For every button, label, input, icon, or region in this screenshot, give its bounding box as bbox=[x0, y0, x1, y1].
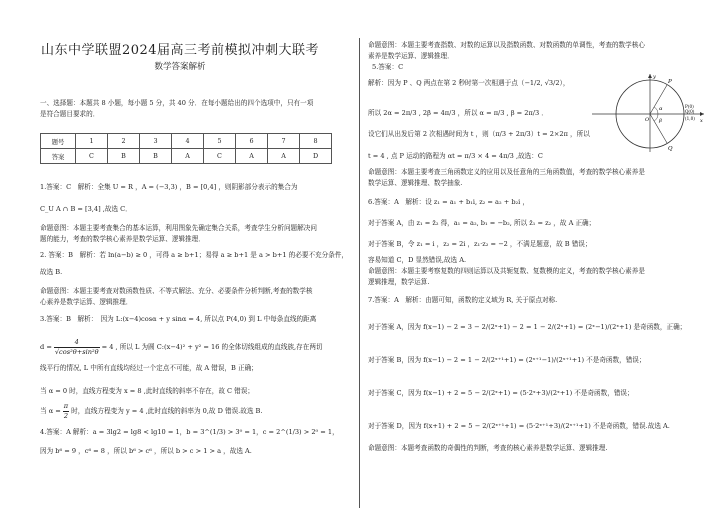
q5-intent2: 数学运算、逻辑推理、数学抽象. bbox=[368, 179, 463, 187]
table-cell: 4 bbox=[172, 134, 204, 149]
y-axis-arrow bbox=[648, 74, 652, 78]
alpha-label: α bbox=[659, 106, 663, 112]
y-label: y bbox=[653, 74, 656, 80]
q0-label: Q(0) bbox=[685, 109, 695, 114]
table-row bbox=[41, 149, 332, 164]
q7-line1: 7.答案：A 解析：由题可知，函数的定义域为 R, 关于原点对称. bbox=[368, 296, 558, 304]
q3-line3: 线平行的情况, L 中所有直线均经过一个定点不可能，故 A 错误，B 正确； bbox=[40, 364, 258, 372]
q3-line1: 3.答案：B 解析： 因为 L:(x−4)cosα + y sinα = 4, 所以点 P(4,0) 到 L 中每条直线的距离 bbox=[40, 315, 317, 323]
o-label: O bbox=[645, 117, 650, 123]
q3-line5-suffix: 时，直线方程变为 y = 4 ,此时直线的斜率为 0,故 D 错误.故选 B. bbox=[71, 407, 263, 415]
x-label: x bbox=[700, 118, 703, 124]
q6-intent1: 命题意图：本题主要考察复数的四则运算以及共轭复数、复数模的定义，考查的数学核心素养是 bbox=[368, 267, 645, 275]
q7-option-a: 对于答案 A，因为 f(x−1) − 2 = 3 − 2/(2ˣ+1) − 2 = 1 − 2/(2ˣ+1) = (2ˣ−1)/(2ˣ+1) 是奇函数，正确； bbox=[368, 323, 687, 331]
q6-line4: 容易知道 C，D 显然错误,故选 A. bbox=[368, 256, 467, 264]
q3-line5 bbox=[40, 402, 263, 421]
x-axis-arrow bbox=[700, 112, 704, 116]
q7-option-b: 对于答案 B，因为 f(x−1) − 2 = 1 − 2/(2ˣ⁺¹+1) = (2ˣ⁺¹−1)/(2ˣ⁺¹+1) 不是奇函数，错误； bbox=[368, 356, 646, 364]
q5-line1: 解析：因为 P 、Q 两点在第 2 秒时第一次相遇于点（−1/2, √3/2）， bbox=[368, 79, 570, 87]
page-title: 山东中学联盟2024届高三考前模拟冲刺大联考 bbox=[40, 43, 320, 58]
q-label: Q bbox=[668, 146, 673, 152]
q3-line2 bbox=[40, 338, 323, 357]
q5-intent1: 命题意图：本题主要考查三角函数定义的应用以及任意角的三角函数值，考查的数学核心素养是 bbox=[368, 168, 645, 176]
section-intro-line1: 一、选择题：本题共 8 小题，每小题 5 分，共 40 分．在每小题给出的四个选项中，只有一项 bbox=[40, 99, 314, 107]
q3-line4: 当 α = 0 时，直线方程变为 x = 8 ,此时直线的斜率不存在，故 C 错误； bbox=[40, 387, 254, 395]
table-header-cell: 题号 bbox=[41, 134, 76, 149]
q7-option-d: 对于答案 D，因为 f(x+1) + 2 = 5 − 2/(2ˣ⁺¹+1) = (5·2ˣ⁺¹+3)/(2ˣ⁺¹+1) 不是奇函数，错误.故选 A. bbox=[368, 422, 670, 430]
q7-option-c: 对于答案 C，因为 f(x−1) + 2 = 5 − 2/(2ˣ+1) = (5·2ˣ+3)/(2ˣ+1) 不是奇函数，错误； bbox=[368, 389, 634, 397]
fraction-numerator: 4 bbox=[54, 338, 100, 348]
section-intro-line2: 是符合题目要求的． bbox=[40, 110, 100, 118]
r-intent2: 素养是数学运算、逻辑推理． bbox=[368, 52, 454, 60]
table-header-cell: 答案 bbox=[41, 149, 76, 164]
table-cell: 7 bbox=[268, 134, 300, 149]
q6-line1: 6.答案：A 解析：设 z₁ = a₁ + b₁i, z₂ = a₂ + b₂i ， bbox=[368, 198, 529, 206]
table-row bbox=[41, 134, 332, 149]
q1-line1: 1.答案：C 解析：全集 U = R ，A = (−3,3) ，B = [0,4] ，则阴影部分表示的集合为 bbox=[40, 183, 298, 191]
q4-line1: 4.答案：A 解析：a = 3lg2 = lg8 < lg10 = 1，b = 3^(1/3) > 3⁰ = 1，c = 2^(1/3) > 2⁰ = 1， bbox=[40, 428, 339, 436]
p-label: P bbox=[668, 79, 672, 85]
table-cell: A bbox=[172, 149, 204, 164]
q1-intent2: 题的能力，考查的数学核心素养是数学运算、逻辑推理． bbox=[40, 235, 205, 243]
q3-distance-fraction bbox=[54, 338, 100, 357]
answer-table bbox=[40, 133, 332, 164]
q3-angle-fraction bbox=[63, 402, 69, 421]
p0-label: P(0) bbox=[685, 104, 694, 109]
fraction-denominator: 2 bbox=[63, 412, 69, 420]
q5-answer: 5.答案：C bbox=[372, 63, 404, 71]
q5-line2: 所以 2α = 2π/3 , 2β = 4π/3 ，所以 α = π/3 , β = 2π/3 ． bbox=[368, 109, 548, 117]
q6-intent2: 逻辑推理，数学运算. bbox=[368, 278, 430, 286]
table-cell: B bbox=[108, 149, 140, 164]
page-subtitle: 数学答案解析 bbox=[154, 62, 206, 72]
q6-line3: 对于答案 B，令 z₁ = i ，z₂ = 2i ，z₁·z₂ = −2 ，不满足题意，故 B 错误； bbox=[368, 240, 592, 248]
q3-line5-prefix: 当 α = bbox=[40, 407, 61, 415]
q2-line2: 故选 B. bbox=[40, 268, 63, 276]
q7-intent1: 命题意图：本题考查函数的奇偶性的判断，考查的核心素养是数学运算、逻辑推理. bbox=[368, 444, 608, 452]
table-cell: A bbox=[268, 149, 300, 164]
beta-label: β bbox=[659, 118, 662, 124]
fraction-numerator: π bbox=[63, 402, 69, 410]
one-zero-label: (1,0) bbox=[685, 116, 695, 121]
table-cell: D bbox=[300, 149, 332, 164]
alpha-arc bbox=[654, 107, 658, 114]
q4-line2: 因为 b⁶ = 9 ，c⁶ = 8 ，所以 b⁶ > c⁶ ，所以 b > c > 1 > a ，故选 A. bbox=[40, 447, 252, 455]
q2-line1: 2. 答案：B 解析：若 ln(a−b) ≥ 0 ，可得 a ≥ b+1；易得 a ≥ b+1 是 a > b+1 的必要不充分条件， bbox=[40, 251, 349, 259]
q1-intent1: 命题意图：本题主要考查集合的基本运算，利用图象先确定集合关系，考查学生分析问题解决问 bbox=[40, 224, 317, 232]
table-cell: 5 bbox=[204, 134, 236, 149]
table-cell: A bbox=[236, 149, 268, 164]
q1-line2: C_U A ∩ B = [3,4] ,故选 C． bbox=[40, 205, 132, 213]
table-cell: 1 bbox=[76, 134, 108, 149]
table-cell: C bbox=[76, 149, 108, 164]
r-intent1: 命题意图：本题主要考查指数、对数的运算以及指数函数、对数函数的单调性，考查的数学核心 bbox=[368, 41, 645, 49]
table-cell: 6 bbox=[236, 134, 268, 149]
beta-arc bbox=[654, 114, 658, 121]
q2-intent1: 命题意图：本题主要考查对数函数性质、不等式解法、充分、必要条件分析判断,考查的数学核 bbox=[40, 287, 313, 295]
table-cell: B bbox=[140, 149, 172, 164]
q3-line2-suffix: = 4 , 所以 L 为圆 C:(x−4)² + y² = 16 的全体切线组成的直线族,存在两切 bbox=[101, 343, 323, 351]
table-cell: C bbox=[204, 149, 236, 164]
column-divider bbox=[359, 38, 360, 508]
table-cell: 3 bbox=[140, 134, 172, 149]
fraction-denominator: √cos²θ+sin²θ bbox=[54, 348, 99, 356]
q5-line3: 设它们从出发后第 2 次相遇时间为 t ，则（π/3 + 2π/3）t = 2×2π ，所以 bbox=[368, 130, 590, 138]
table-cell: 2 bbox=[108, 134, 140, 149]
q5-line4: t = 4 , 点 P 运动的路程为 αt = π/3 × 4 = 4π/3 ,故选：C bbox=[368, 152, 543, 160]
q2-intent2: 心素养是数学运算、逻辑推理． bbox=[40, 298, 133, 306]
unit-circle-diagram bbox=[588, 70, 708, 154]
q6-line2: 对于答案 A，由 z₁ = z̄₂ 得，a₁ = a₂, b₁ = −b₂, 所以 z̄₁ = z₂ ，故 A 正确； bbox=[368, 219, 596, 227]
q3-line2-prefix: d = bbox=[40, 343, 52, 351]
table-cell: 8 bbox=[300, 134, 332, 149]
